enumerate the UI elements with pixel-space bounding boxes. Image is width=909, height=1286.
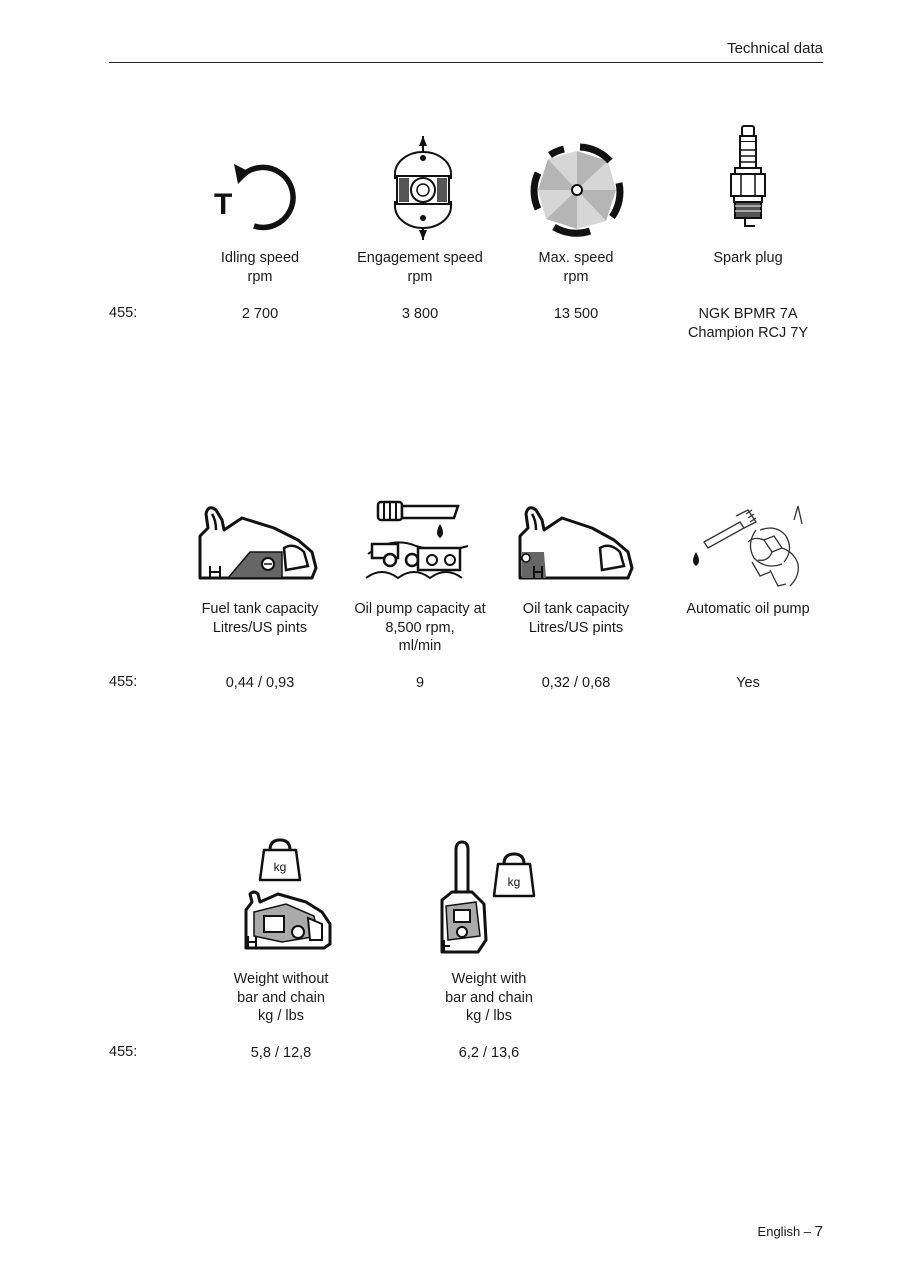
oil-pump-capacity-label: Oil pump capacity at 8,500 rpm, ml/min (354, 601, 486, 654)
oil-tank-capacity-value: 0,32 / 0,68 (541, 675, 611, 691)
weight-without-bar-label: Weight without bar and chain kg / lbs (233, 971, 329, 1024)
idling-speed-value: 2 700 (241, 306, 279, 322)
model-number: 455: (109, 1044, 138, 1060)
model-number: 455: (109, 674, 138, 690)
idling-speed-label: Idling speed rpm (220, 250, 300, 285)
spark-plug-label: Spark plug (713, 250, 783, 266)
weight-with-bar-value: 6,2 / 13,6 (458, 1045, 520, 1061)
max-speed-icon (530, 143, 624, 237)
header-divider (109, 62, 823, 63)
weight-without-bar-value: 5,8 / 12,8 (250, 1045, 312, 1061)
weight-with-bar-icon (436, 840, 536, 956)
oil-pump-icon (362, 496, 478, 586)
max-speed-value: 13 500 (553, 306, 599, 322)
model-number: 455: (109, 305, 138, 321)
oil-tank-capacity-label: Oil tank capacity Litres/US pints (522, 601, 630, 636)
weight-with-bar-label: Weight with bar and chain kg / lbs (445, 971, 533, 1024)
page-footer: English – 7 (757, 1223, 823, 1240)
page-number: 7 (814, 1223, 823, 1240)
oil-tank-icon (514, 500, 638, 582)
spark-plug-icon (725, 124, 771, 230)
page-header-title: Technical data (727, 40, 823, 57)
engagement-speed-label: Engagement speed rpm (357, 250, 483, 285)
spark-plug-value: NGK BPMR 7A Champion RCJ 7Y (687, 306, 809, 341)
fuel-tank-capacity-label: Fuel tank capacity Litres/US pints (201, 601, 319, 636)
idling-speed-icon (208, 158, 312, 236)
weight-without-bar-icon (238, 836, 334, 952)
fuel-tank-capacity-value: 0,44 / 0,93 (225, 675, 295, 691)
weight-mark-text: kg (507, 875, 521, 889)
automatic-oil-pump-label: Automatic oil pump (686, 601, 810, 617)
engagement-speed-value: 3 800 (401, 306, 439, 322)
fuel-tank-icon (194, 500, 324, 582)
automatic-oil-pump-value: Yes (736, 675, 760, 691)
oil-pump-capacity-value: 9 (415, 675, 425, 691)
footer-language: English (757, 1224, 801, 1239)
max-speed-label: Max. speed rpm (538, 250, 614, 285)
clutch-icon (387, 134, 459, 242)
automatic-oil-pump-icon (686, 500, 810, 590)
weight-mark-text: kg (273, 860, 287, 874)
svg-text:T: T (214, 188, 233, 221)
